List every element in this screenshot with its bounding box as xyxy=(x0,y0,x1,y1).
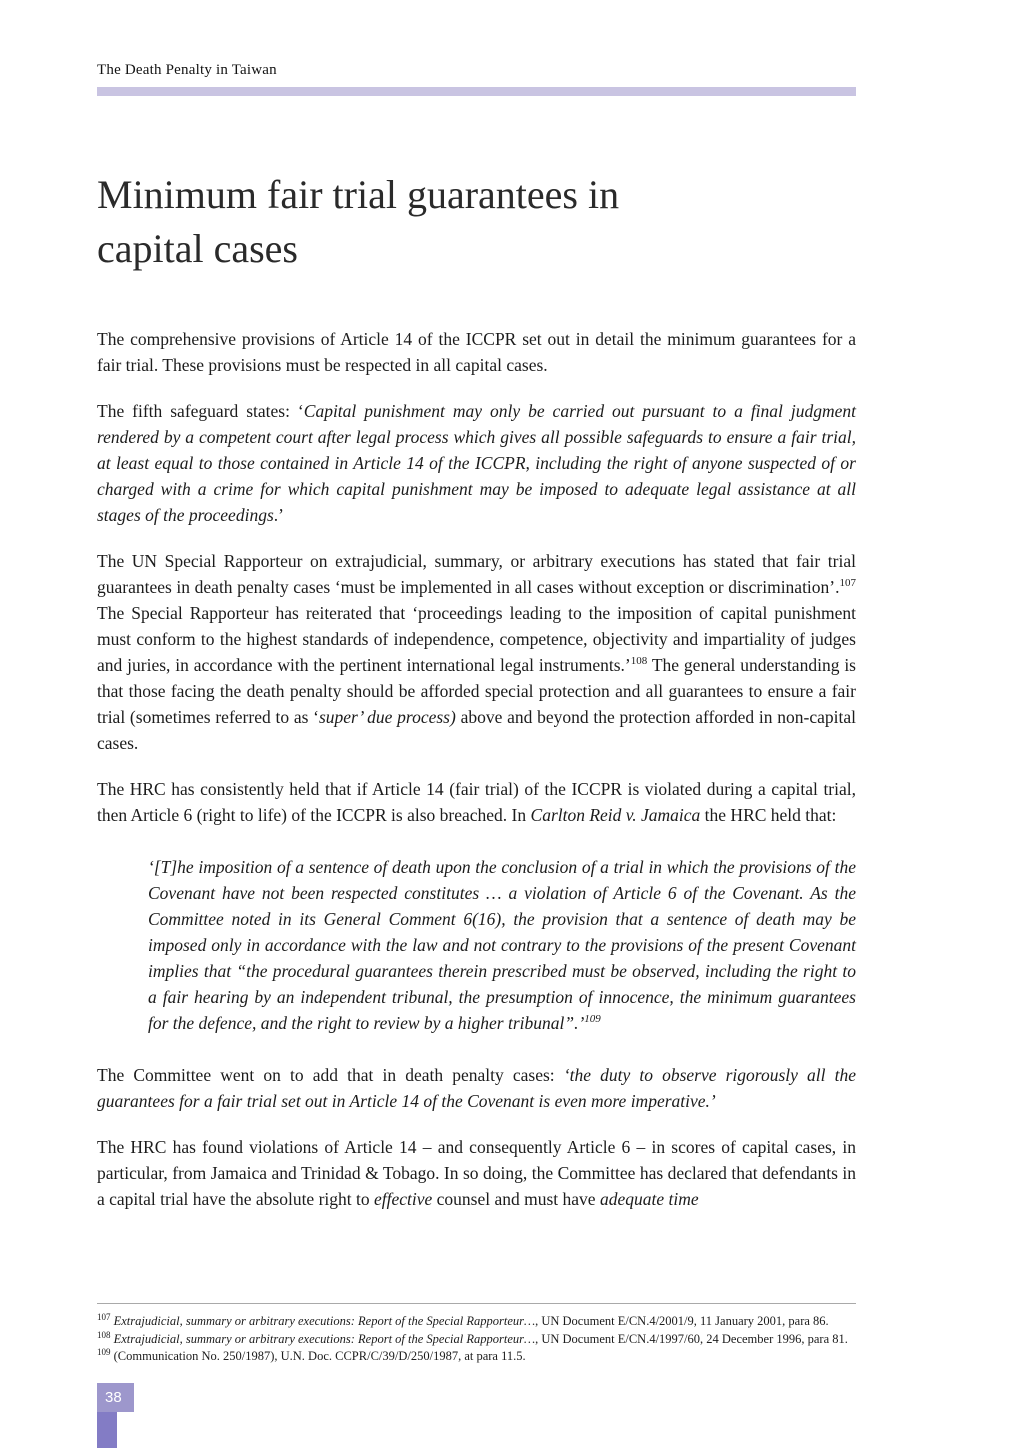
text-run: The UN Special Rapporteur on extrajudicial, summary, or arbitrary executions has stated that fair trial guarantees in death penalty cases ‘must be implemented in all cases without exception or discrimination’. xyxy=(97,551,856,597)
body-paragraph xyxy=(97,1062,856,1114)
text-run: Extrajudicial, summary or arbitrary executions: Report of the Special Rapporteur… xyxy=(113,1331,536,1346)
footnote-ref: 107 xyxy=(97,1311,111,1322)
body-paragraph xyxy=(97,398,856,528)
text-run: adequate time xyxy=(599,1189,699,1209)
text-run: ‘[T]he imposition of a sentence of death upon the conclusion of a trial in which the provisions of the Covenant have not been respected constitutes … a violation of Article 6 of the Covenant. As the Committee noted in its General Comment 6(16), the provision that a sentence of death may be imposed only in accordance with the law and not contrary to the provisions of the present Covenant implies that “the procedural guarantees therein prescribed must be observed, including the right to a fair hearing by an independent tribunal, the presumption of innocence, the minimum guarantees for the defence, and the right to review by a higher tribunal”.’ xyxy=(148,857,856,1033)
text-run: The comprehensive provisions of Article 14 of the ICCPR set out in detail the minimum guarantees for a fair trial. These provisions must be respected in all capital cases. xyxy=(97,329,856,375)
footnote-ref: 108 xyxy=(97,1329,111,1340)
text-run: ‘the duty to observe rigorously all the guarantees for a fair trial set out in Article 14 of the Covenant is even more imperative.’ xyxy=(97,1065,856,1111)
text-run: The Special Rapporteur has reiterated that ‘proceedings leading to the imposition of capital punishment must conform to the highest standards of independence, competence, objectivity and impartiality of judges and juries, in accordance with the pertinent international legal instruments.’ xyxy=(97,603,856,675)
page-number-box xyxy=(97,1383,134,1412)
footnote-ref: 109 xyxy=(97,1346,111,1357)
text-run: super’ due process) xyxy=(318,707,456,727)
footnote xyxy=(97,1348,856,1366)
text-run: Extrajudicial, summary or arbitrary executions: Report of the Special Rapporteur… xyxy=(113,1314,536,1328)
footnote-ref: 108 xyxy=(630,655,648,668)
footnote-area xyxy=(97,1303,856,1366)
text-run: The HRC has found violations of Article 14 – and consequently Article 6 – in scores of capital cases, in particular, from Jamaica and Trinidad & Tobago. In so doing, the Committee has declared that defendants in a capital trial have the absolute right to xyxy=(97,1137,856,1209)
footnotes xyxy=(97,1313,856,1366)
text-run: .’ xyxy=(273,505,284,525)
chapter-title-line: capital cases xyxy=(97,226,298,271)
text-run: The general understanding is that those facing the death penalty should be afforded special protection and all guarantees to ensure a fair trial (sometimes referred to as ‘ xyxy=(97,655,856,727)
page-number: 38 xyxy=(105,1389,122,1406)
text-run: above and beyond the protection afforded in non-capital cases. xyxy=(97,707,856,753)
text-run: The fifth safeguard states: ‘ xyxy=(97,401,304,421)
text-run: , UN Document E/CN.4/2001/9, 11 January 2001, para 86. xyxy=(535,1314,829,1328)
text-run: effective xyxy=(373,1189,433,1209)
text-run: Carlton Reid v. Jamaica xyxy=(530,805,701,825)
body-paragraph xyxy=(97,548,856,756)
text-run: the HRC held that: xyxy=(700,805,837,825)
header-rule xyxy=(97,87,856,96)
body-paragraph xyxy=(97,776,856,828)
text-run: counsel and must have xyxy=(432,1189,600,1209)
running-header: The Death Penalty in Taiwan xyxy=(97,62,277,78)
footnote-rule xyxy=(97,1303,856,1304)
text-run: Capital punishment may only be carried out pursuant to a final judgment rendered by a competent court after legal process which gives all possible safeguards to ensure a fair trial, at least equal to those contained in Article 14 of the ICCPR, including the right of anyone suspected of or charged with a crime for which capital punishment may be imposed to adequate legal assistance at all stages of the proceedings xyxy=(97,401,856,525)
body-paragraph xyxy=(97,1134,856,1212)
footnote-ref: 109 xyxy=(584,1013,601,1026)
footnote-ref: 107 xyxy=(839,577,856,590)
footnote xyxy=(97,1313,856,1331)
chapter-title-line: Minimum fair trial guarantees in xyxy=(97,172,620,217)
chapter-title xyxy=(97,168,856,276)
body-paragraph xyxy=(97,326,856,378)
block-quote xyxy=(148,854,856,1036)
text-run: (Communication No. 250/1987), U.N. Doc. CCPR/C/39/D/250/1987, at para 11.5. xyxy=(110,1349,526,1363)
accent-bar xyxy=(97,1412,117,1448)
text-run: The HRC has consistently held that if Article 14 (fair trial) of the ICCPR is violated during a capital trial, then Article 6 (right to life) of the ICCPR is also breached. In xyxy=(97,779,856,825)
footnote xyxy=(97,1331,856,1349)
text-run: , UN Document E/CN.4/1997/60, 24 December 1996, para 81. xyxy=(535,1331,848,1346)
body-text xyxy=(97,326,856,1212)
text-run: The Committee went on to add that in death penalty cases: xyxy=(97,1065,564,1085)
